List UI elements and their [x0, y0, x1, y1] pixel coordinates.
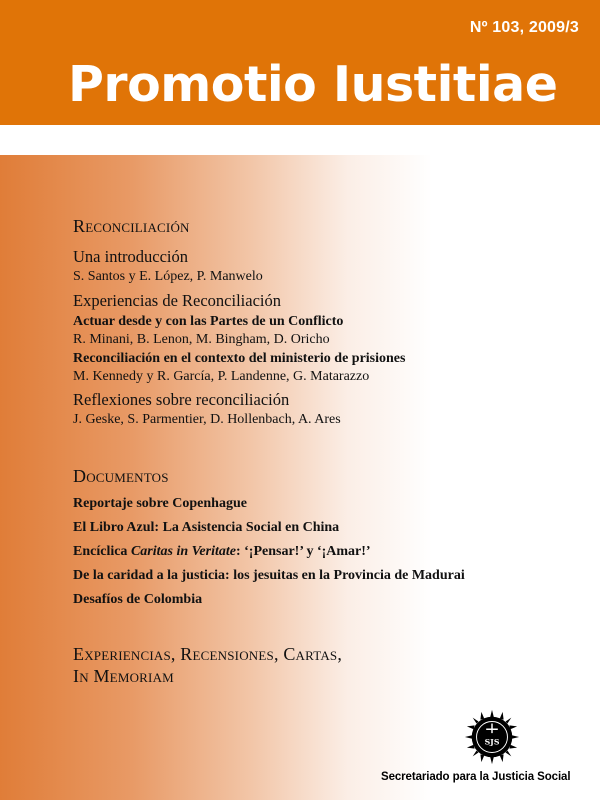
sjs-seal-icon — [463, 708, 521, 766]
document-item-enciclica — [73, 540, 583, 564]
document-item: De la caridad a la justicia: los jesuitas en la Provincia de Madurai — [73, 568, 465, 583]
exp-item-authors: M. Kennedy y R. García, P. Landenne, G. Matarazzo — [73, 369, 370, 384]
intro-title: Una introducción — [73, 247, 189, 266]
section-heading-final-line2: In Memoriam — [73, 666, 174, 686]
exp-item-authors: R. Minani, B. Lenon, M. Bingham, D. Oricho — [73, 332, 330, 347]
enciclica-prefix: Encíclica — [73, 544, 131, 559]
reflexiones-title: Reflexiones sobre reconciliación — [73, 390, 290, 409]
section-heading-documentos: Documentos — [73, 466, 169, 486]
enciclica-italic-title: Caritas in Veritate — [130, 544, 236, 559]
intro-authors: S. Santos y E. López, P. Manwelo — [73, 269, 263, 284]
reflexiones-authors: J. Geske, S. Parmentier, D. Hollenbach, A. Ares — [73, 412, 341, 427]
journal-title: Promotio Iustitiae — [68, 56, 558, 113]
experiencias-title: Experiencias de Reconciliación — [73, 291, 281, 310]
header-banner — [0, 0, 600, 125]
exp-item-title: Actuar desde y con las Partes de un Conflicto — [73, 314, 344, 329]
section-heading-final-line1: Experiencias, Recensiones, Cartas, — [73, 644, 343, 664]
issue-number: Nº 103, 2009/3 — [469, 19, 579, 36]
document-item: Desafíos de Colombia — [73, 592, 203, 607]
svg-text:SJS: SJS — [484, 737, 500, 747]
header-white-band — [0, 125, 600, 155]
table-of-contents — [73, 215, 583, 687]
exp-item-title: Reconciliación en el contexto del ministerio de prisiones — [73, 351, 406, 366]
document-item: Reportaje sobre Copenhague — [73, 496, 247, 511]
publisher-name: Secretariado para la Justicia Social — [381, 771, 571, 783]
enciclica-suffix: : ‘¡Pensar!’ y ‘¡Amar!’ — [235, 544, 371, 559]
section-heading-reconciliacion: Reconciliación — [73, 216, 190, 236]
document-item: El Libro Azul: La Asistencia Social en China — [73, 520, 340, 535]
